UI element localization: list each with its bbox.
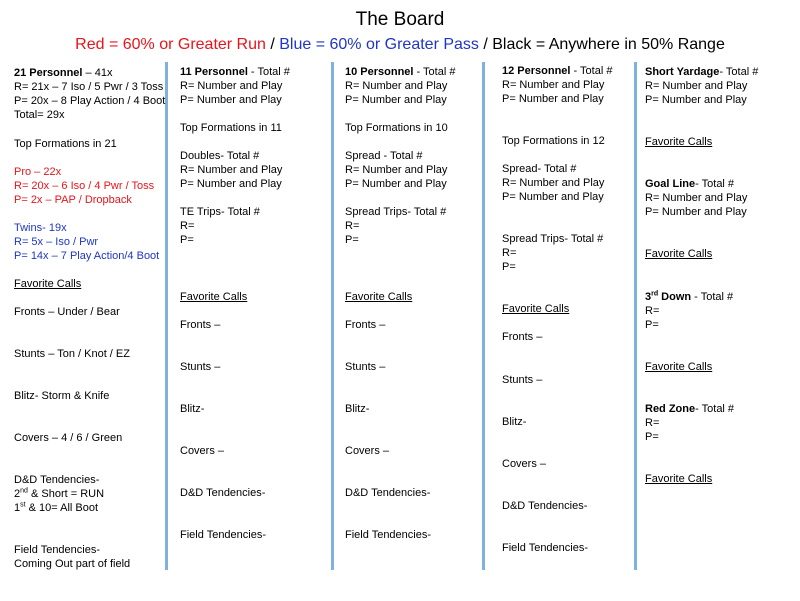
covers-entry: Covers – <box>502 458 547 470</box>
third-down-word: Down <box>658 291 692 303</box>
field-tendencies-heading: Field Tendencies- <box>345 529 432 541</box>
legend-separator: / <box>265 36 280 53</box>
personnel-heading-label: 10 Personnel <box>345 66 414 78</box>
third-down-pass: P= <box>645 319 659 331</box>
formation-spread-trips-pass: P= <box>345 234 359 246</box>
column-divider <box>634 62 637 570</box>
stunts-entry: Stunts – <box>502 374 543 386</box>
pass-summary: P= Number and Play <box>180 94 282 106</box>
column-divider <box>482 62 485 570</box>
short-yardage-count: - Total # <box>719 66 759 78</box>
personnel-heading-label: 11 Personnel <box>180 66 248 78</box>
red-zone-count: - Total # <box>695 403 735 415</box>
personnel-heading <box>502 64 612 78</box>
favorite-calls-heading: Favorite Calls <box>645 248 713 260</box>
color-legend <box>0 34 800 56</box>
top-formations-heading: Top Formations in 10 <box>345 122 448 134</box>
fronts-entry: Fronts – Under / Bear <box>14 306 120 318</box>
formation-spread-pass: P= Number and Play <box>502 191 604 203</box>
formation-doubles-run: R= Number and Play <box>180 164 283 176</box>
short-yardage-label: Short Yardage <box>645 66 720 78</box>
pass-summary: P= Number and Play <box>502 93 604 105</box>
favorite-calls-heading: Favorite Calls <box>502 303 570 315</box>
dd-first-ten <box>14 501 98 515</box>
legend-pass: Blue = 60% or Greater Pass <box>279 36 479 53</box>
personnel-heading <box>180 65 290 79</box>
down-number: 1 <box>14 502 21 514</box>
run-summary: R= Number and Play <box>180 80 283 92</box>
total-count: Total= 29x <box>14 109 65 121</box>
goal-line-count: - Total # <box>695 178 735 190</box>
formation-spread: Spread- Total # <box>502 163 577 175</box>
dd-first-ten-text: & 10= All Boot <box>25 502 99 514</box>
field-tendencies-heading: Field Tendencies- <box>502 542 589 554</box>
blitz-entry: Blitz- <box>345 403 370 415</box>
red-zone-run: R= <box>645 417 660 429</box>
dd-tendencies-heading: D&D Tendencies- <box>180 487 266 499</box>
blitz-entry: Blitz- <box>180 403 205 415</box>
fronts-entry: Fronts – <box>180 319 221 331</box>
blitz-entry: Blitz- Storm & Knife <box>14 390 110 402</box>
stunts-entry: Stunts – <box>180 361 221 373</box>
formation-twins-run: R= 5x – Iso / Pwr <box>14 236 99 248</box>
favorite-calls-heading: Favorite Calls <box>14 278 82 290</box>
run-summary: R= 21x – 7 Iso / 5 Pwr / 3 Toss <box>14 81 164 93</box>
goal-line-label: Goal Line <box>645 178 696 190</box>
third-down-label <box>645 291 691 303</box>
personnel-heading-label: 21 Personnel <box>14 67 83 79</box>
favorite-calls-heading: Favorite Calls <box>645 473 713 485</box>
short-yardage-pass: P= Number and Play <box>645 94 747 106</box>
column-divider <box>165 62 168 570</box>
pass-summary: P= Number and Play <box>345 94 447 106</box>
stunts-entry: Stunts – <box>345 361 386 373</box>
dd-second-short <box>14 487 104 501</box>
formation-pro-run: R= 20x – 6 Iso / 4 Pwr / Toss <box>14 180 155 192</box>
personnel-heading-count: - Total # <box>570 65 613 77</box>
page-title: The Board <box>355 9 445 30</box>
legend-neutral: Black = Anywhere in 50% Range <box>492 36 725 53</box>
ordinal-suffix: st <box>20 501 26 509</box>
ordinal-suffix: rd <box>651 290 659 298</box>
down-number: 2 <box>14 488 21 500</box>
formation-doubles: Doubles- Total # <box>180 150 260 162</box>
favorite-calls-heading: Favorite Calls <box>345 291 413 303</box>
fronts-entry: Fronts – <box>502 331 543 343</box>
third-down-heading <box>645 290 733 304</box>
fronts-entry: Fronts – <box>345 319 386 331</box>
top-formations-heading: Top Formations in 11 <box>180 122 282 134</box>
formation-te-trips-run: R= <box>180 220 195 232</box>
covers-entry: Covers – <box>345 445 390 457</box>
favorite-calls-heading: Favorite Calls <box>645 136 713 148</box>
down-number: 3 <box>645 291 652 303</box>
goal-line-heading <box>645 177 734 191</box>
formation-spread-trips: Spread Trips- Total # <box>345 206 447 218</box>
formation-twins-pass: P= 14x – 7 Play Action/4 Boot <box>14 250 160 262</box>
dd-tendencies-heading: D&D Tendencies- <box>14 474 100 486</box>
personnel-heading <box>345 65 455 79</box>
red-zone-heading <box>645 402 734 416</box>
personnel-heading <box>14 66 112 80</box>
formation-spread-trips-run: R= <box>502 247 517 259</box>
covers-entry: Covers – 4 / 6 / Green <box>14 432 123 444</box>
top-formations-heading: Top Formations in 12 <box>502 135 605 147</box>
stunts-entry: Stunts – Ton / Knot / EZ <box>14 348 130 360</box>
personnel-heading-label: 12 Personnel <box>502 65 571 77</box>
short-yardage-heading <box>645 65 758 79</box>
formation-spread-run: R= Number and Play <box>345 164 448 176</box>
formation-spread-trips-pass: P= <box>502 261 516 273</box>
formation-spread-run: R= Number and Play <box>502 177 605 189</box>
legend-run: Red = 60% or Greater Run <box>75 36 266 53</box>
personnel-heading-count: - Total # <box>413 66 456 78</box>
red-zone-label: Red Zone <box>645 403 696 415</box>
formation-spread-trips-run: R= <box>345 220 360 232</box>
third-down-count: - Total # <box>691 291 734 303</box>
formation-te-trips: TE Trips- Total # <box>180 206 260 218</box>
formation-twins: Twins- 19x <box>14 222 67 234</box>
third-down-run: R= <box>645 305 660 317</box>
formation-pro: Pro – 22x <box>14 166 62 178</box>
dd-second-short-text: & Short = RUN <box>27 488 105 500</box>
formation-doubles-pass: P= Number and Play <box>180 178 282 190</box>
red-zone-pass: P= <box>645 431 659 443</box>
run-summary: R= Number and Play <box>345 80 448 92</box>
goal-line-run: R= Number and Play <box>645 192 748 204</box>
covers-entry: Covers – <box>180 445 225 457</box>
ordinal-suffix: nd <box>20 487 28 495</box>
blitz-entry: Blitz- <box>502 416 527 428</box>
formation-spread-pass: P= Number and Play <box>345 178 447 190</box>
goal-line-pass: P= Number and Play <box>645 206 747 218</box>
favorite-calls-heading: Favorite Calls <box>180 291 248 303</box>
column-divider <box>331 62 334 570</box>
formation-pro-pass: P= 2x – PAP / Dropback <box>14 194 132 206</box>
favorite-calls-heading: Favorite Calls <box>645 361 713 373</box>
field-tendencies-value: Coming Out part of field <box>14 558 131 570</box>
personnel-heading-count: - Total # <box>247 66 290 78</box>
formation-te-trips-pass: P= <box>180 234 194 246</box>
personnel-heading-count: – 41x <box>82 67 113 79</box>
top-formations-heading: Top Formations in 21 <box>14 138 117 150</box>
legend-separator: / <box>478 36 493 53</box>
short-yardage-run: R= Number and Play <box>645 80 748 92</box>
dd-tendencies-heading: D&D Tendencies- <box>345 487 431 499</box>
dd-tendencies-heading: D&D Tendencies- <box>502 500 588 512</box>
field-tendencies-heading: Field Tendencies- <box>180 529 267 541</box>
field-tendencies-heading: Field Tendencies- <box>14 544 101 556</box>
formation-spread-trips: Spread Trips- Total # <box>502 233 604 245</box>
formation-spread: Spread - Total # <box>345 150 423 162</box>
pass-summary: P= 20x – 8 Play Action / 4 Boot <box>14 95 166 107</box>
run-summary: R= Number and Play <box>502 79 605 91</box>
